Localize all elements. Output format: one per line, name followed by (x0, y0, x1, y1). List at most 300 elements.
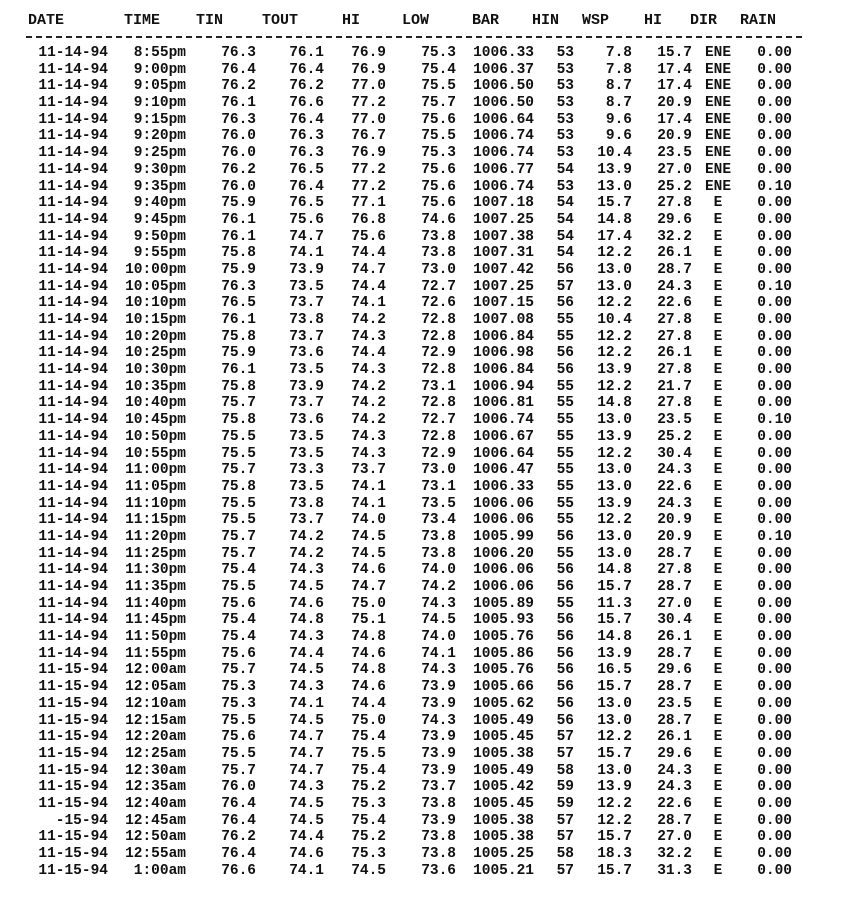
cell-dir: E (713, 612, 723, 629)
cell-date: 11-14-94 (38, 362, 108, 379)
cell-time: 11:25pm (125, 545, 186, 562)
cell-low: 75.3 (421, 45, 456, 61)
cell-time: 9:50pm (133, 228, 186, 245)
cell-dir: E (713, 228, 723, 245)
cell-wsp: 12.2 (597, 812, 632, 829)
cell-rain: 0.00 (757, 679, 792, 696)
cell-tin: 76.2 (221, 829, 256, 846)
cell-date: 11-15-94 (38, 862, 108, 879)
cell-low: 75.6 (421, 111, 456, 128)
cell-rain: 0.00 (757, 111, 792, 128)
table-row (0, 562, 850, 579)
cell-hin: 55 (556, 445, 574, 462)
cell-hi-gust: 20.9 (657, 528, 692, 545)
cell-hi-gust: 26.1 (657, 245, 692, 262)
cell-wsp: 15.7 (597, 745, 632, 762)
cell-hin: 57 (556, 278, 574, 295)
cell-date: 11-14-94 (38, 378, 108, 395)
cell-wsp: 8.7 (605, 95, 632, 112)
cell-hin: 56 (556, 679, 574, 696)
table-row (0, 679, 850, 696)
cell-hi: 77.2 (351, 161, 386, 178)
cell-date: 11-14-94 (38, 61, 108, 78)
cell-low: 73.8 (421, 846, 456, 862)
cell-wsp: 11.3 (597, 595, 632, 612)
cell-time: 12:45am (125, 812, 186, 829)
cell-low: 73.8 (421, 795, 456, 812)
cell-bar: 1005.76 (473, 662, 534, 679)
cell-dir: E (713, 579, 723, 595)
cell-bar: 1005.45 (473, 795, 534, 812)
cell-hin: 56 (556, 261, 574, 278)
cell-hin: 57 (556, 812, 574, 829)
cell-time: 9:20pm (133, 128, 186, 145)
cell-low: 72.8 (421, 428, 456, 445)
cell-rain: 0.00 (757, 195, 792, 212)
cell-dir: E (713, 428, 723, 445)
table-row (0, 179, 850, 196)
cell-dir: E (713, 829, 723, 846)
cell-hin: 59 (556, 795, 574, 812)
cell-hi: 74.2 (351, 395, 386, 412)
cell-hi-gust: 27.8 (657, 312, 692, 328)
cell-date: 11-14-94 (38, 562, 108, 579)
cell-wsp: 12.2 (597, 345, 632, 362)
cell-hi-gust: 29.6 (657, 662, 692, 679)
cell-bar: 1005.49 (473, 762, 534, 779)
cell-hi: 74.2 (351, 412, 386, 429)
cell-hin: 54 (556, 161, 574, 178)
cell-tout: 74.5 (289, 795, 324, 812)
cell-bar: 1006.06 (473, 512, 534, 529)
cell-tout: 76.3 (289, 128, 324, 145)
cell-low: 74.5 (421, 612, 456, 629)
cell-hi: 74.4 (351, 695, 386, 712)
cell-date: 11-14-94 (38, 612, 108, 629)
cell-low: 75.7 (421, 95, 456, 112)
cell-time: 12:15am (125, 712, 186, 729)
cell-tout: 74.7 (289, 745, 324, 762)
cell-hin: 55 (556, 495, 574, 512)
table-row (0, 279, 850, 296)
cell-dir: ENE (704, 178, 732, 195)
cell-rain: 0.00 (757, 745, 792, 762)
cell-time: 11:00pm (125, 462, 186, 479)
cell-time: 11:20pm (125, 528, 186, 545)
cell-time: 12:35am (125, 779, 186, 796)
cell-time: 10:15pm (125, 312, 186, 328)
cell-wsp: 14.8 (597, 211, 632, 228)
cell-hin: 58 (556, 762, 574, 779)
cell-tout: 73.7 (289, 512, 324, 529)
cell-wsp: 12.2 (597, 245, 632, 262)
cell-hi: 74.2 (351, 378, 386, 395)
cell-dir: E (713, 745, 723, 762)
cell-tin: 75.5 (221, 512, 256, 529)
cell-bar: 1005.89 (473, 595, 534, 612)
cell-rain: 0.00 (757, 245, 792, 262)
cell-time: 10:40pm (125, 395, 186, 412)
cell-hi: 75.2 (351, 779, 386, 796)
cell-wsp: 15.7 (597, 579, 632, 595)
cell-date: 11-14-94 (38, 195, 108, 212)
table-row (0, 579, 850, 596)
table-row (0, 195, 850, 212)
cell-hi-gust: 27.8 (657, 195, 692, 212)
cell-low: 74.3 (421, 595, 456, 612)
cell-dir: E (713, 211, 723, 228)
cell-time: 12:05am (125, 679, 186, 696)
cell-date: 11-14-94 (38, 128, 108, 145)
cell-date: 11-14-94 (38, 245, 108, 262)
cell-tout: 73.8 (289, 495, 324, 512)
cell-bar: 1006.94 (473, 378, 534, 395)
cell-wsp: 12.2 (597, 512, 632, 529)
cell-tin: 76.0 (221, 128, 256, 145)
cell-hin: 56 (556, 645, 574, 662)
cell-hi: 74.3 (351, 362, 386, 379)
table-row (0, 95, 850, 112)
cell-hi: 74.6 (351, 679, 386, 696)
table-row (0, 62, 850, 79)
cell-low: 74.1 (421, 645, 456, 662)
cell-hin: 57 (556, 745, 574, 762)
cell-hi: 77.0 (351, 78, 386, 95)
cell-low: 73.8 (421, 829, 456, 846)
cell-dir: E (713, 846, 723, 862)
cell-hin: 56 (556, 712, 574, 729)
cell-bar: 1005.21 (473, 862, 534, 879)
cell-hi-gust: 28.7 (657, 645, 692, 662)
cell-time: 10:20pm (125, 328, 186, 345)
cell-date: 11-15-94 (38, 779, 108, 796)
header-hin: HIN (532, 12, 560, 29)
cell-dir: E (713, 528, 723, 545)
cell-rain: 0.00 (757, 512, 792, 529)
cell-tout: 74.4 (289, 829, 324, 846)
table-row (0, 629, 850, 646)
cell-low: 73.9 (421, 745, 456, 762)
header-time: TIME (124, 12, 161, 29)
cell-tin: 75.7 (221, 662, 256, 679)
cell-date: 11-14-94 (38, 428, 108, 445)
table-row (0, 262, 850, 279)
cell-dir: E (713, 445, 723, 462)
cell-wsp: 12.2 (597, 729, 632, 746)
cell-hi: 74.4 (351, 245, 386, 262)
cell-time: 1:00am (133, 862, 186, 879)
cell-date: 11-14-94 (38, 228, 108, 245)
table-row (0, 345, 850, 362)
cell-dir: E (713, 779, 723, 796)
cell-bar: 1006.33 (473, 478, 534, 495)
cell-dir: E (713, 629, 723, 646)
cell-hi: 74.8 (351, 662, 386, 679)
table-row (0, 529, 850, 546)
cell-tout: 73.5 (289, 428, 324, 445)
cell-date: 11-14-94 (38, 278, 108, 295)
cell-hi: 75.2 (351, 829, 386, 846)
cell-tin: 75.7 (221, 762, 256, 779)
cell-hi-gust: 29.6 (657, 745, 692, 762)
cell-hi: 75.4 (351, 729, 386, 746)
cell-hi: 75.5 (351, 745, 386, 762)
table-row (0, 796, 850, 813)
cell-tin: 75.5 (221, 712, 256, 729)
cell-bar: 1005.38 (473, 745, 534, 762)
header-date: DATE (28, 12, 65, 29)
cell-time: 9:15pm (133, 111, 186, 128)
cell-date: 11-14-94 (38, 445, 108, 462)
cell-tin: 76.3 (221, 111, 256, 128)
cell-tin: 75.5 (221, 745, 256, 762)
cell-date: 11-14-94 (38, 211, 108, 228)
cell-wsp: 14.8 (597, 629, 632, 646)
table-row (0, 462, 850, 479)
cell-bar: 1005.38 (473, 812, 534, 829)
cell-rain: 0.00 (757, 78, 792, 95)
cell-date: 11-14-94 (38, 95, 108, 112)
cell-hi: 76.8 (351, 211, 386, 228)
cell-tin: 76.1 (221, 95, 256, 112)
cell-wsp: 14.8 (597, 395, 632, 412)
cell-bar: 1006.50 (473, 78, 534, 95)
cell-rain: 0.00 (757, 378, 792, 395)
cell-tout: 74.3 (289, 629, 324, 646)
table-row (0, 713, 850, 730)
cell-low: 73.8 (421, 245, 456, 262)
cell-rain: 0.00 (757, 462, 792, 479)
cell-time: 11:35pm (125, 579, 186, 595)
cell-low: 75.6 (421, 161, 456, 178)
cell-bar: 1005.25 (473, 846, 534, 862)
cell-time: 9:00pm (133, 61, 186, 78)
cell-hi: 74.1 (351, 295, 386, 312)
cell-low: 72.9 (421, 445, 456, 462)
cell-tin: 75.4 (221, 612, 256, 629)
cell-date: 11-14-94 (38, 645, 108, 662)
cell-tin: 75.5 (221, 579, 256, 595)
cell-date: 11-14-94 (38, 545, 108, 562)
cell-hi-gust: 24.3 (657, 462, 692, 479)
cell-date: 11-15-94 (38, 745, 108, 762)
cell-hi: 74.6 (351, 562, 386, 579)
table-row (0, 746, 850, 763)
cell-tin: 75.9 (221, 195, 256, 212)
cell-hin: 59 (556, 779, 574, 796)
cell-bar: 1006.06 (473, 562, 534, 579)
cell-time: 10:35pm (125, 378, 186, 395)
cell-hi-gust: 23.5 (657, 695, 692, 712)
cell-time: 12:00am (125, 662, 186, 679)
cell-tin: 75.3 (221, 695, 256, 712)
table-row (0, 212, 850, 229)
cell-hin: 53 (556, 111, 574, 128)
cell-hi-gust: 17.4 (657, 111, 692, 128)
cell-hi-gust: 23.5 (657, 412, 692, 429)
table-row (0, 295, 850, 312)
cell-tin: 75.6 (221, 645, 256, 662)
cell-low: 73.5 (421, 495, 456, 512)
cell-wsp: 18.3 (597, 846, 632, 862)
cell-hin: 54 (556, 245, 574, 262)
cell-date: 11-14-94 (38, 111, 108, 128)
cell-rain: 0.10 (757, 528, 792, 545)
cell-bar: 1006.74 (473, 145, 534, 162)
header-dir: DIR (690, 12, 718, 29)
cell-wsp: 16.5 (597, 662, 632, 679)
cell-rain: 0.00 (757, 795, 792, 812)
cell-wsp: 13.0 (597, 178, 632, 195)
cell-hi-gust: 27.8 (657, 362, 692, 379)
cell-rain: 0.00 (757, 145, 792, 162)
cell-wsp: 7.8 (605, 45, 632, 61)
cell-time: 9:05pm (133, 78, 186, 95)
cell-wsp: 13.0 (597, 478, 632, 495)
table-row (0, 429, 850, 446)
cell-date: 11-14-94 (38, 579, 108, 595)
cell-tin: 76.0 (221, 178, 256, 195)
cell-hi-gust: 26.1 (657, 345, 692, 362)
cell-hi: 77.2 (351, 95, 386, 112)
cell-rain: 0.00 (757, 345, 792, 362)
cell-wsp: 12.2 (597, 378, 632, 395)
cell-time: 12:20am (125, 729, 186, 746)
cell-tin: 75.8 (221, 245, 256, 262)
cell-dir: E (713, 312, 723, 328)
cell-rain: 0.00 (757, 45, 792, 61)
cell-hi-gust: 17.4 (657, 61, 692, 78)
cell-rain: 0.00 (757, 829, 792, 846)
cell-rain: 0.00 (757, 662, 792, 679)
cell-hi-gust: 27.8 (657, 328, 692, 345)
cell-rain: 0.00 (757, 545, 792, 562)
cell-low: 74.0 (421, 629, 456, 646)
cell-dir: E (713, 412, 723, 429)
cell-hin: 53 (556, 178, 574, 195)
cell-dir: E (713, 795, 723, 812)
cell-rain: 0.00 (757, 128, 792, 145)
cell-tin: 76.1 (221, 312, 256, 328)
table-row (0, 596, 850, 613)
cell-tin: 75.4 (221, 629, 256, 646)
cell-date: 11-14-94 (38, 478, 108, 495)
cell-hi-gust: 27.0 (657, 161, 692, 178)
cell-wsp: 13.0 (597, 528, 632, 545)
table-row (0, 546, 850, 563)
cell-bar: 1006.84 (473, 328, 534, 345)
cell-hi-gust: 22.6 (657, 795, 692, 812)
cell-tout: 76.2 (289, 78, 324, 95)
cell-time: 12:40am (125, 795, 186, 812)
cell-hi: 75.3 (351, 795, 386, 812)
cell-rain: 0.00 (757, 595, 792, 612)
cell-hi: 76.9 (351, 45, 386, 61)
header-divider (26, 36, 802, 38)
cell-hin: 56 (556, 662, 574, 679)
cell-dir: E (713, 295, 723, 312)
cell-dir: ENE (704, 45, 732, 61)
cell-wsp: 10.4 (597, 312, 632, 328)
cell-wsp: 15.7 (597, 829, 632, 846)
cell-bar: 1005.49 (473, 712, 534, 729)
cell-date: 11-15-94 (38, 695, 108, 712)
cell-dir: E (713, 729, 723, 746)
table-row (0, 612, 850, 629)
cell-low: 72.8 (421, 395, 456, 412)
cell-date: 11-14-94 (38, 312, 108, 328)
table-row (0, 829, 850, 846)
cell-date: 11-14-94 (38, 528, 108, 545)
cell-hi-gust: 20.9 (657, 512, 692, 529)
cell-tout: 74.5 (289, 579, 324, 595)
cell-wsp: 12.2 (597, 445, 632, 462)
cell-hi-gust: 27.8 (657, 562, 692, 579)
cell-tout: 73.5 (289, 478, 324, 495)
cell-hin: 55 (556, 545, 574, 562)
table-row (0, 329, 850, 346)
cell-tin: 75.5 (221, 428, 256, 445)
cell-rain: 0.00 (757, 445, 792, 462)
cell-date: 11-14-94 (38, 178, 108, 195)
cell-hi-gust: 27.0 (657, 595, 692, 612)
cell-low: 72.8 (421, 362, 456, 379)
cell-tout: 73.5 (289, 362, 324, 379)
cell-low: 73.8 (421, 528, 456, 545)
cell-time: 9:45pm (133, 211, 186, 228)
cell-hi-gust: 29.6 (657, 211, 692, 228)
column-header-row (0, 12, 850, 32)
cell-tout: 73.8 (289, 312, 324, 328)
cell-date: 11-14-94 (38, 495, 108, 512)
cell-hi-gust: 25.2 (657, 428, 692, 445)
cell-tout: 76.5 (289, 195, 324, 212)
cell-wsp: 13.9 (597, 645, 632, 662)
cell-hi-gust: 28.7 (657, 579, 692, 595)
cell-tin: 75.6 (221, 595, 256, 612)
cell-date: 11-14-94 (38, 45, 108, 61)
cell-tout: 74.5 (289, 662, 324, 679)
cell-date: 11-15-94 (38, 795, 108, 812)
cell-hi-gust: 27.8 (657, 395, 692, 412)
cell-low: 72.7 (421, 278, 456, 295)
cell-rain: 0.00 (757, 762, 792, 779)
cell-date: 11-15-94 (38, 762, 108, 779)
cell-tout: 73.5 (289, 445, 324, 462)
cell-tout: 74.3 (289, 679, 324, 696)
cell-hin: 53 (556, 128, 574, 145)
cell-time: 10:00pm (125, 261, 186, 278)
data-rows (0, 45, 850, 879)
cell-hi: 76.9 (351, 61, 386, 78)
table-row (0, 245, 850, 262)
table-row (0, 779, 850, 796)
cell-tin: 76.3 (221, 45, 256, 61)
cell-tin: 76.4 (221, 795, 256, 812)
cell-tout: 74.5 (289, 812, 324, 829)
table-row (0, 162, 850, 179)
cell-rain: 0.00 (757, 95, 792, 112)
cell-bar: 1006.84 (473, 362, 534, 379)
cell-wsp: 12.2 (597, 295, 632, 312)
cell-hin: 55 (556, 328, 574, 345)
cell-hin: 53 (556, 95, 574, 112)
cell-rain: 0.00 (757, 428, 792, 445)
cell-tout: 74.5 (289, 712, 324, 729)
cell-bar: 1005.66 (473, 679, 534, 696)
cell-hi-gust: 20.9 (657, 95, 692, 112)
cell-hi-gust: 23.5 (657, 145, 692, 162)
